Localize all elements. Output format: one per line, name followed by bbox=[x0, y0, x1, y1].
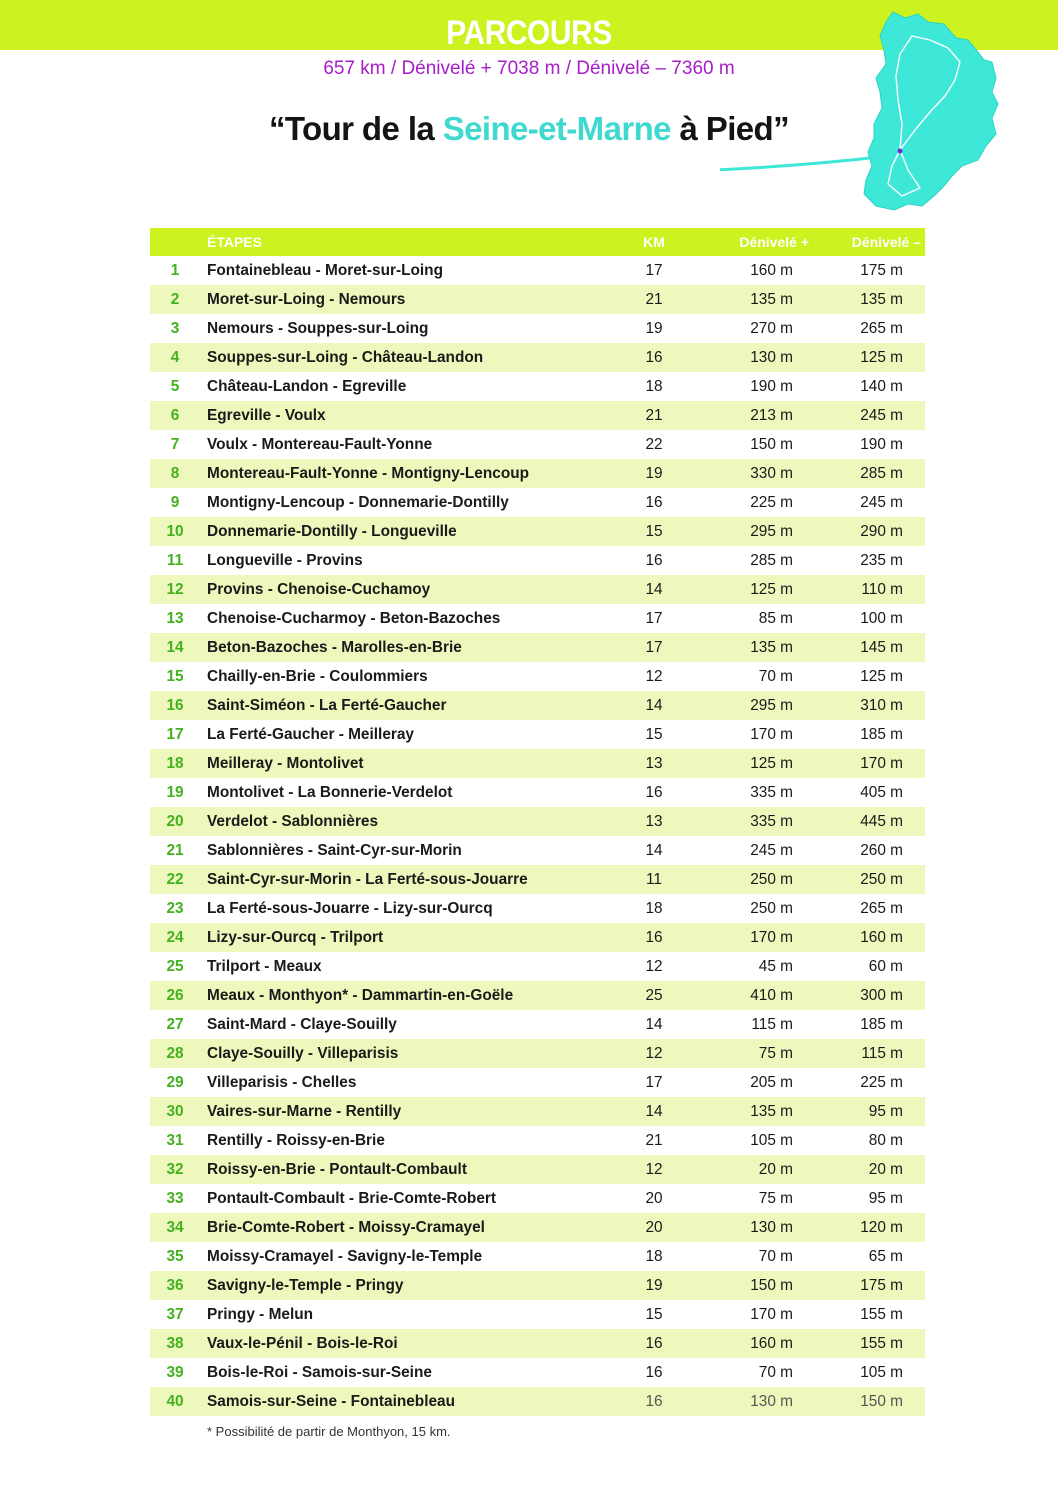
stage-number: 27 bbox=[166, 1015, 184, 1033]
stage-name: Montereau-Fault-Yonne - Montigny-Lencoup bbox=[200, 459, 604, 488]
stage-km: 16 bbox=[645, 783, 663, 801]
stage-number: 29 bbox=[166, 1073, 184, 1091]
stage-name: Fontainebleau - Moret-sur-Loing bbox=[207, 261, 443, 279]
stage-gain: 85 m bbox=[758, 609, 793, 627]
stage-gain: 245 m bbox=[750, 841, 793, 859]
stage-number: 21 bbox=[166, 841, 184, 859]
header-km: KM bbox=[604, 228, 704, 256]
header-num bbox=[150, 228, 200, 256]
main-title-suffix: à Pied” bbox=[670, 110, 789, 147]
table-row bbox=[150, 401, 925, 430]
stage-name: Château-Landon - Egreville bbox=[207, 377, 407, 395]
stage-name: Vaires-sur-Marne - Rentilly bbox=[200, 1097, 604, 1126]
table-row bbox=[150, 1068, 925, 1097]
table-row bbox=[150, 546, 925, 575]
stage-km: 12 bbox=[604, 1039, 704, 1068]
stage-km: 12 bbox=[645, 957, 663, 975]
stage-number: 37 bbox=[166, 1305, 184, 1323]
stage-loss: 150 m bbox=[817, 1387, 925, 1416]
stage-gain: 150 m bbox=[750, 435, 793, 453]
stage-number: 38 bbox=[150, 1329, 200, 1358]
stage-loss: 185 m bbox=[860, 1015, 903, 1033]
table-row bbox=[150, 1329, 925, 1358]
stage-name: Trilport - Meaux bbox=[207, 957, 322, 975]
stage-name: Saint-Mard - Claye-Souilly bbox=[207, 1015, 397, 1033]
stage-number: 7 bbox=[170, 435, 180, 453]
stage-name: Pontault-Combault - Brie-Comte-Robert bbox=[207, 1189, 496, 1207]
stage-name: Beton-Bazoches - Marolles-en-Brie bbox=[200, 633, 604, 662]
table-row bbox=[150, 1126, 925, 1155]
stage-km: 16 bbox=[645, 493, 663, 511]
table-row bbox=[150, 1300, 925, 1329]
stage-number: 4 bbox=[150, 343, 200, 372]
stage-gain: 410 m bbox=[704, 981, 817, 1010]
stage-number: 11 bbox=[166, 551, 184, 569]
stage-loss: 265 m bbox=[860, 319, 903, 337]
table-row bbox=[150, 343, 925, 372]
main-title-highlight: Seine-et-Marne bbox=[442, 110, 671, 147]
stage-loss: 285 m bbox=[817, 459, 925, 488]
stage-number: 8 bbox=[150, 459, 200, 488]
stage-km: 16 bbox=[604, 923, 704, 952]
stage-number: 34 bbox=[150, 1213, 200, 1242]
stage-number: 16 bbox=[150, 691, 200, 720]
stage-gain: 130 m bbox=[704, 343, 817, 372]
stage-name: Moissy-Cramayel - Savigny-le-Temple bbox=[207, 1247, 483, 1265]
table-row bbox=[150, 1097, 925, 1126]
stage-loss: 140 m bbox=[860, 377, 903, 395]
stage-gain: 70 m bbox=[758, 1363, 793, 1381]
stage-name: Vaux-le-Pénil - Bois-le-Roi bbox=[200, 1329, 604, 1358]
stage-loss: 245 m bbox=[860, 493, 903, 511]
stage-loss: 20 m bbox=[817, 1155, 925, 1184]
stage-loss: 60 m bbox=[868, 957, 903, 975]
stage-km: 14 bbox=[645, 841, 663, 859]
stage-name: Provins - Chenoise-Cuchamoy bbox=[200, 575, 604, 604]
header-subtitle: 657 km / Dénivelé + 7038 m / Dénivelé – 7360 m bbox=[323, 58, 735, 79]
stage-km: 16 bbox=[645, 1363, 663, 1381]
header-title: PARCOURS bbox=[446, 14, 612, 52]
table-row bbox=[150, 981, 925, 1010]
stage-loss: 145 m bbox=[817, 633, 925, 662]
stage-loss: 65 m bbox=[868, 1247, 903, 1265]
stage-gain: 225 m bbox=[750, 493, 793, 511]
table-row bbox=[150, 720, 925, 749]
main-title-prefix: “Tour de la bbox=[269, 110, 443, 147]
header-stages: ÉTAPES bbox=[200, 228, 604, 256]
stage-loss: 110 m bbox=[817, 575, 925, 604]
table-row bbox=[150, 488, 925, 517]
stage-gain: 160 m bbox=[750, 261, 793, 279]
stage-name: La Ferté-sous-Jouarre - Lizy-sur-Ourcq bbox=[207, 899, 493, 917]
table-row bbox=[150, 604, 925, 633]
stage-number: 20 bbox=[150, 807, 200, 836]
stage-loss: 95 m bbox=[868, 1189, 903, 1207]
stage-km: 14 bbox=[604, 575, 704, 604]
stage-loss: 125 m bbox=[860, 667, 903, 685]
stage-gain: 75 m bbox=[704, 1039, 817, 1068]
stage-km: 16 bbox=[604, 343, 704, 372]
stage-km: 16 bbox=[604, 1387, 704, 1416]
table-row bbox=[150, 1242, 925, 1271]
stage-km: 17 bbox=[645, 609, 663, 627]
stage-name: Montolivet - La Bonnerie-Verdelot bbox=[207, 783, 453, 801]
stage-number: 3 bbox=[170, 319, 180, 337]
stage-number: 39 bbox=[166, 1363, 184, 1381]
stage-km: 21 bbox=[604, 285, 704, 314]
table-row bbox=[150, 894, 925, 923]
stage-gain: 45 m bbox=[758, 957, 793, 975]
stage-km: 16 bbox=[645, 551, 663, 569]
stage-loss: 250 m bbox=[817, 865, 925, 894]
stage-gain: 75 m bbox=[758, 1189, 793, 1207]
table-row bbox=[150, 952, 925, 981]
stage-loss: 105 m bbox=[860, 1363, 903, 1381]
stage-number: 33 bbox=[166, 1189, 184, 1207]
stage-gain: 115 m bbox=[751, 1015, 793, 1033]
stage-loss: 235 m bbox=[860, 551, 903, 569]
stage-number: 12 bbox=[150, 575, 200, 604]
stage-number: 13 bbox=[166, 609, 184, 627]
stage-km: 14 bbox=[645, 1015, 663, 1033]
stage-number: 31 bbox=[166, 1131, 184, 1149]
stage-loss: 160 m bbox=[817, 923, 925, 952]
stage-number: 40 bbox=[150, 1387, 200, 1416]
stage-name: Chenoise-Cucharmoy - Beton-Bazoches bbox=[207, 609, 501, 627]
stage-gain: 160 m bbox=[704, 1329, 817, 1358]
stage-gain: 330 m bbox=[704, 459, 817, 488]
table-row bbox=[150, 1387, 925, 1416]
table-row bbox=[150, 372, 925, 401]
stage-number: 24 bbox=[150, 923, 200, 952]
table-row bbox=[150, 807, 925, 836]
table-row bbox=[150, 314, 925, 343]
stage-name: Longueville - Provins bbox=[207, 551, 363, 569]
stage-name: Rentilly - Roissy-en-Brie bbox=[207, 1131, 385, 1149]
stage-number: 23 bbox=[166, 899, 184, 917]
table-header-row bbox=[150, 228, 925, 256]
stage-km: 12 bbox=[604, 1155, 704, 1184]
stage-loss: 115 m bbox=[817, 1039, 925, 1068]
stage-number: 26 bbox=[150, 981, 200, 1010]
stage-name: Lizy-sur-Ourcq - Trilport bbox=[200, 923, 604, 952]
stage-km: 17 bbox=[645, 1073, 663, 1091]
stage-name: Chailly-en-Brie - Coulommiers bbox=[207, 667, 428, 685]
stage-gain: 190 m bbox=[750, 377, 793, 395]
stage-name: Claye-Souilly - Villeparisis bbox=[200, 1039, 604, 1068]
table-row bbox=[150, 459, 925, 488]
table-row bbox=[150, 1010, 925, 1039]
stage-name: Voulx - Montereau-Fault-Yonne bbox=[207, 435, 433, 453]
stage-name: Villeparisis - Chelles bbox=[207, 1073, 357, 1091]
stage-km: 19 bbox=[604, 1271, 704, 1300]
location-dot bbox=[898, 149, 903, 154]
stage-km: 19 bbox=[604, 459, 704, 488]
stage-km: 11 bbox=[604, 865, 704, 894]
stage-km: 18 bbox=[645, 1247, 663, 1265]
stage-gain: 125 m bbox=[704, 575, 817, 604]
stage-gain: 150 m bbox=[704, 1271, 817, 1300]
stage-km: 17 bbox=[604, 633, 704, 662]
stage-number: 32 bbox=[150, 1155, 200, 1184]
stage-name: Donnemarie-Dontilly - Longueville bbox=[200, 517, 604, 546]
stage-loss: 300 m bbox=[817, 981, 925, 1010]
stage-name: Nemours - Souppes-sur-Loing bbox=[207, 319, 429, 337]
stage-number: 2 bbox=[150, 285, 200, 314]
table-row bbox=[150, 285, 925, 314]
stage-loss: 175 m bbox=[860, 261, 903, 279]
stage-km: 13 bbox=[604, 807, 704, 836]
header-gain: Dénivelé + bbox=[704, 228, 817, 256]
stage-number: 18 bbox=[150, 749, 200, 778]
stage-gain: 70 m bbox=[758, 1247, 793, 1265]
stage-loss: 95 m bbox=[817, 1097, 925, 1126]
stages-table bbox=[150, 228, 925, 1416]
stage-km: 25 bbox=[604, 981, 704, 1010]
table-row bbox=[150, 1213, 925, 1242]
stage-km: 18 bbox=[645, 899, 663, 917]
stage-km: 18 bbox=[645, 377, 663, 395]
stage-loss: 225 m bbox=[860, 1073, 903, 1091]
stage-km: 14 bbox=[604, 1097, 704, 1126]
stage-name: La Ferté-Gaucher - Meilleray bbox=[207, 725, 414, 743]
stage-number: 6 bbox=[150, 401, 200, 430]
stage-km: 21 bbox=[645, 1131, 663, 1149]
stage-number: 35 bbox=[166, 1247, 184, 1265]
stage-km: 20 bbox=[645, 1189, 663, 1207]
stage-gain: 270 m bbox=[750, 319, 793, 337]
stage-name: Egreville - Voulx bbox=[200, 401, 604, 430]
stage-loss: 80 m bbox=[868, 1131, 903, 1149]
stage-loss: 290 m bbox=[817, 517, 925, 546]
stage-gain: 335 m bbox=[704, 807, 817, 836]
stage-loss: 135 m bbox=[817, 285, 925, 314]
table-row bbox=[150, 1039, 925, 1068]
stage-number: 30 bbox=[150, 1097, 200, 1126]
stage-number: 10 bbox=[150, 517, 200, 546]
header-loss: Dénivelé – bbox=[817, 228, 925, 256]
stage-loss: 175 m bbox=[817, 1271, 925, 1300]
footnote: * Possibilité de partir de Monthyon, 15 km. bbox=[207, 1424, 451, 1439]
stage-loss: 185 m bbox=[860, 725, 903, 743]
stage-name: Saint-Siméon - La Ferté-Gaucher bbox=[200, 691, 604, 720]
stage-km: 15 bbox=[604, 517, 704, 546]
stage-km: 13 bbox=[604, 749, 704, 778]
table-row bbox=[150, 923, 925, 952]
stage-loss: 190 m bbox=[860, 435, 903, 453]
stage-gain: 125 m bbox=[704, 749, 817, 778]
stage-loss: 445 m bbox=[817, 807, 925, 836]
table-row bbox=[150, 633, 925, 662]
stage-name: Saint-Cyr-sur-Morin - La Ferté-sous-Jouarre bbox=[200, 865, 604, 894]
stage-name: Bois-le-Roi - Samois-sur-Seine bbox=[207, 1363, 432, 1381]
stage-number: 36 bbox=[150, 1271, 200, 1300]
stage-number: 5 bbox=[170, 377, 180, 395]
table-row bbox=[150, 1155, 925, 1184]
stage-gain: 335 m bbox=[750, 783, 793, 801]
stage-name: Souppes-sur-Loing - Château-Landon bbox=[200, 343, 604, 372]
arrow-swoosh bbox=[720, 156, 888, 173]
table-body bbox=[150, 256, 925, 1416]
stage-gain: 250 m bbox=[750, 899, 793, 917]
stage-km: 15 bbox=[645, 1305, 663, 1323]
stage-gain: 285 m bbox=[750, 551, 793, 569]
table-row bbox=[150, 1184, 925, 1213]
table-row bbox=[150, 836, 925, 865]
stage-gain: 295 m bbox=[704, 691, 817, 720]
stage-name: Pringy - Melun bbox=[207, 1305, 314, 1323]
stage-km: 20 bbox=[604, 1213, 704, 1242]
stage-gain: 170 m bbox=[704, 923, 817, 952]
table-row bbox=[150, 517, 925, 546]
stage-loss: 125 m bbox=[817, 343, 925, 372]
stage-gain: 213 m bbox=[704, 401, 817, 430]
table-row bbox=[150, 1358, 925, 1387]
stage-loss: 265 m bbox=[860, 899, 903, 917]
table-row bbox=[150, 662, 925, 691]
stage-loss: 120 m bbox=[817, 1213, 925, 1242]
table-row bbox=[150, 749, 925, 778]
stage-km: 19 bbox=[645, 319, 663, 337]
stage-name: Meilleray - Montolivet bbox=[200, 749, 604, 778]
stage-gain: 295 m bbox=[704, 517, 817, 546]
stage-gain: 205 m bbox=[750, 1073, 793, 1091]
stage-gain: 20 m bbox=[704, 1155, 817, 1184]
stage-name: Sablonnières - Saint-Cyr-sur-Morin bbox=[207, 841, 462, 859]
stage-name: Meaux - Monthyon* - Dammartin-en-Goële bbox=[200, 981, 604, 1010]
stage-loss: 170 m bbox=[817, 749, 925, 778]
stage-number: 9 bbox=[170, 493, 180, 511]
stage-gain: 135 m bbox=[704, 633, 817, 662]
stage-name: Verdelot - Sablonnières bbox=[200, 807, 604, 836]
stage-name: Samois-sur-Seine - Fontainebleau bbox=[200, 1387, 604, 1416]
stage-loss: 155 m bbox=[860, 1305, 903, 1323]
table-row bbox=[150, 575, 925, 604]
stage-name: Moret-sur-Loing - Nemours bbox=[200, 285, 604, 314]
stage-gain: 170 m bbox=[750, 1305, 793, 1323]
stage-number: 1 bbox=[170, 261, 180, 279]
stage-number: 19 bbox=[166, 783, 184, 801]
table-row bbox=[150, 430, 925, 459]
stage-km: 21 bbox=[604, 401, 704, 430]
stage-loss: 310 m bbox=[817, 691, 925, 720]
stage-km: 16 bbox=[604, 1329, 704, 1358]
stage-km: 12 bbox=[645, 667, 663, 685]
stage-name: Roissy-en-Brie - Pontault-Combault bbox=[200, 1155, 604, 1184]
main-title bbox=[0, 110, 1058, 148]
stage-loss: 260 m bbox=[860, 841, 903, 859]
stage-loss: 245 m bbox=[817, 401, 925, 430]
table-row bbox=[150, 778, 925, 807]
stage-number: 14 bbox=[150, 633, 200, 662]
stage-gain: 105 m bbox=[750, 1131, 793, 1149]
table-row bbox=[150, 256, 925, 285]
stage-gain: 135 m bbox=[704, 285, 817, 314]
stage-name: Montigny-Lencoup - Donnemarie-Dontilly bbox=[207, 493, 509, 511]
table-row bbox=[150, 691, 925, 720]
stage-number: 25 bbox=[166, 957, 184, 975]
stage-gain: 130 m bbox=[704, 1387, 817, 1416]
table-row bbox=[150, 1271, 925, 1300]
table-row bbox=[150, 865, 925, 894]
stage-gain: 135 m bbox=[704, 1097, 817, 1126]
stage-km: 22 bbox=[645, 435, 663, 453]
stage-km: 14 bbox=[604, 691, 704, 720]
stage-number: 17 bbox=[166, 725, 184, 743]
stage-number: 15 bbox=[166, 667, 184, 685]
stage-gain: 130 m bbox=[704, 1213, 817, 1242]
stage-number: 22 bbox=[150, 865, 200, 894]
stage-gain: 170 m bbox=[750, 725, 793, 743]
stage-km: 17 bbox=[645, 261, 663, 279]
stage-gain: 250 m bbox=[704, 865, 817, 894]
stage-name: Savigny-le-Temple - Pringy bbox=[200, 1271, 604, 1300]
stage-loss: 405 m bbox=[860, 783, 903, 801]
stage-loss: 155 m bbox=[817, 1329, 925, 1358]
stage-loss: 100 m bbox=[860, 609, 903, 627]
stage-km: 15 bbox=[645, 725, 663, 743]
stage-gain: 70 m bbox=[758, 667, 793, 685]
stage-name: Brie-Comte-Robert - Moissy-Cramayel bbox=[200, 1213, 604, 1242]
stage-number: 28 bbox=[150, 1039, 200, 1068]
